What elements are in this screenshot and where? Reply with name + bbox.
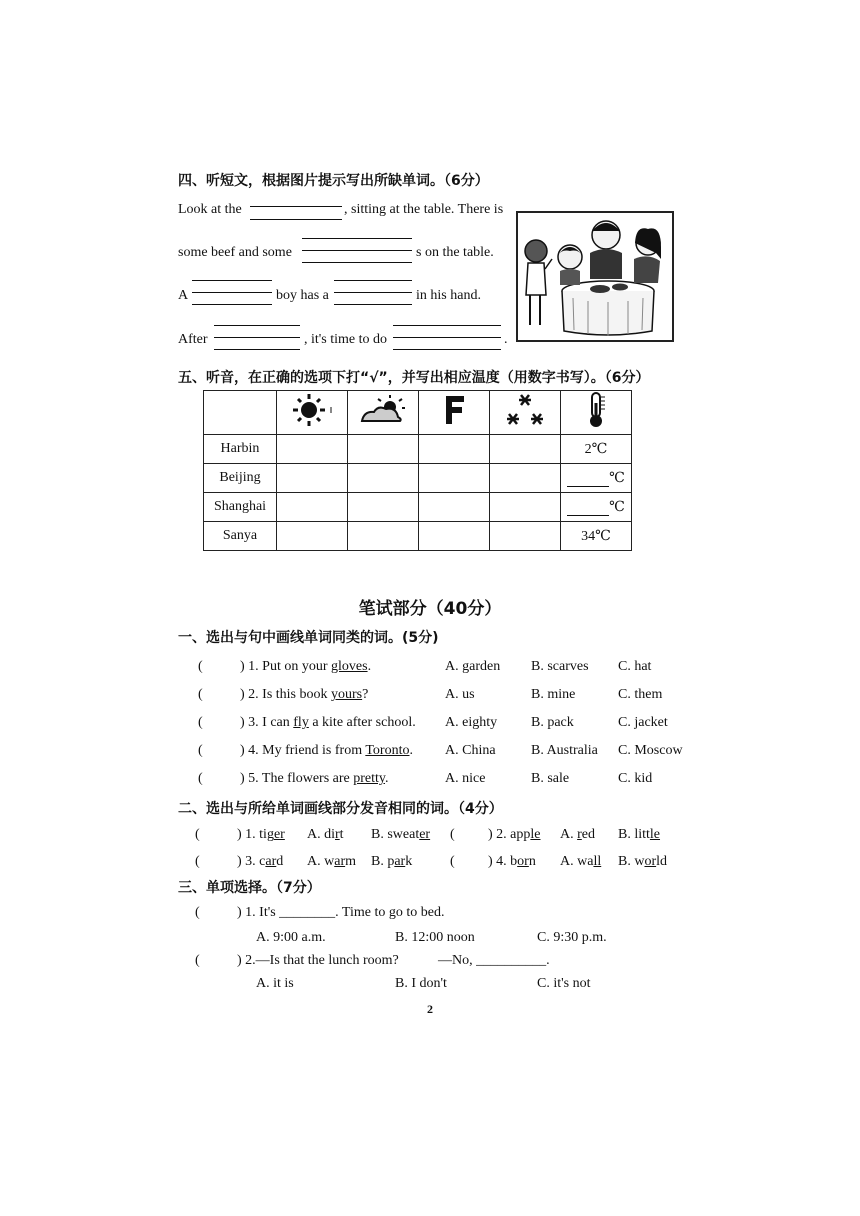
p1-option-b[interactable]: B. sale — [531, 771, 570, 786]
answer-paren[interactable]: ( — [198, 687, 203, 702]
p3-q1-text: ) 1. It's ________. Time to go to bed. — [237, 905, 445, 920]
sunny-icon — [277, 391, 348, 435]
answer-paren[interactable]: ( — [198, 715, 203, 730]
p3-q2-option-c[interactable]: C. it's not — [537, 976, 591, 991]
check-cell[interactable] — [419, 493, 490, 522]
p1-option-c[interactable]: C. them — [618, 687, 663, 702]
check-cell[interactable] — [277, 493, 348, 522]
p3-q1-option-c[interactable]: C. 9:30 p.m. — [537, 930, 607, 945]
p2-q4: ) 4. born — [488, 854, 536, 869]
answer-paren[interactable]: ( — [198, 659, 203, 674]
s4-blank-5[interactable] — [214, 323, 300, 351]
check-cell[interactable] — [419, 464, 490, 493]
p1-option-c[interactable]: C. hat — [618, 659, 652, 674]
s4-line1b: , sitting at the table. There is — [344, 202, 504, 217]
p3-q2-option-a[interactable]: A. it is — [256, 976, 294, 991]
answer-paren[interactable]: ( — [450, 827, 455, 842]
p1-option-b[interactable]: B. Australia — [531, 743, 598, 758]
answer-paren[interactable]: ( — [195, 905, 200, 920]
s4-line4a: After — [178, 332, 208, 347]
p3-q1-option-b[interactable]: B. 12:00 noon — [395, 930, 475, 945]
part-2-heading: 二、选出与所给单词画线部分发音相同的词。（4分） — [178, 801, 503, 817]
s4-line1a: Look at the — [178, 202, 242, 217]
part-3-heading: 三、单项选择。（7分） — [178, 880, 321, 896]
check-cell[interactable] — [419, 522, 490, 551]
check-cell[interactable] — [490, 464, 561, 493]
s4-line3a: A — [178, 288, 189, 303]
partly-cloudy-icon — [348, 391, 419, 435]
part-1-heading: 一、选出与句中画线单词同类的词。(5分) — [178, 630, 439, 646]
temperature-cell: 2℃ — [561, 435, 632, 464]
city-name: Shanghai — [204, 493, 277, 522]
check-cell[interactable] — [277, 464, 348, 493]
written-part-title: 笔试部分（40分） — [358, 599, 502, 619]
p1-option-b[interactable]: B. mine — [531, 687, 576, 702]
p2-q3: ) 3. card — [237, 854, 284, 869]
p1-option-c[interactable]: C. jacket — [618, 715, 668, 730]
windy-icon — [419, 391, 490, 435]
check-cell[interactable] — [348, 493, 419, 522]
check-cell[interactable] — [490, 435, 561, 464]
temperature-unit: ℃ — [609, 470, 625, 486]
s4-blank-3[interactable] — [192, 278, 272, 306]
p1-option-a[interactable]: A. eighty — [445, 715, 498, 730]
answer-paren[interactable]: ( — [450, 854, 455, 869]
city-name: Beijing — [204, 464, 277, 493]
check-cell[interactable] — [348, 435, 419, 464]
p3-q2-reply: —No, __________. — [438, 953, 550, 968]
s4-line2a: some beef and some — [178, 245, 292, 260]
p1-option-a[interactable]: A. garden — [445, 659, 501, 674]
p2-q1-option-a[interactable]: A. dirt — [307, 827, 344, 842]
check-cell[interactable] — [277, 522, 348, 551]
page-number: 2 — [427, 1002, 433, 1016]
answer-paren[interactable]: ( — [195, 953, 200, 968]
p2-q2: ) 2. apple — [488, 827, 541, 842]
check-cell[interactable] — [348, 464, 419, 493]
table-row — [204, 464, 632, 493]
s4-line2b: s on the table. — [416, 245, 494, 260]
p1-option-a[interactable]: A. China — [445, 743, 496, 758]
s4-blank-1[interactable] — [250, 200, 342, 222]
p3-q2-text: ) 2.—Is that the lunch room? — [237, 953, 399, 968]
p2-q3-option-b[interactable]: B. park — [371, 854, 413, 869]
s4-line3c: in his hand. — [416, 288, 481, 303]
check-cell[interactable] — [490, 493, 561, 522]
p2-q1: ) 1. tiger — [237, 827, 285, 842]
p2-q3-option-a[interactable]: A. warm — [307, 854, 357, 869]
check-cell[interactable] — [348, 522, 419, 551]
city-name: Sanya — [204, 522, 277, 551]
table-row — [204, 522, 632, 551]
table-row — [204, 435, 632, 464]
s4-blank-4[interactable] — [334, 278, 412, 306]
s4-blank-6[interactable] — [393, 323, 501, 351]
snowy-icon — [490, 391, 561, 435]
s4-line3b: boy has a — [276, 288, 329, 303]
family-at-table-illustration — [516, 211, 674, 342]
p1-question: ) 2. Is this book yours? — [240, 687, 369, 702]
p2-q2-option-a[interactable]: A. red — [560, 827, 596, 842]
check-cell[interactable] — [277, 435, 348, 464]
answer-paren[interactable]: ( — [198, 743, 203, 758]
check-cell[interactable] — [419, 435, 490, 464]
temperature-cell[interactable] — [561, 464, 632, 493]
weather-table — [203, 390, 632, 551]
p1-option-b[interactable]: B. scarves — [531, 659, 589, 674]
section-5-heading: 五、听音，在正确的选项下打“√”，并写出相应温度（用数字书写）。（6分） — [178, 370, 650, 386]
p1-question: ) 4. My friend is from Toronto. — [240, 743, 413, 758]
answer-paren[interactable]: ( — [198, 771, 203, 786]
check-cell[interactable] — [490, 522, 561, 551]
s4-blank-2[interactable] — [302, 236, 412, 264]
p1-option-a[interactable]: A. nice — [445, 771, 486, 786]
p1-question: ) 5. The flowers are pretty. — [240, 771, 389, 786]
p2-q1-option-b[interactable]: B. sweater — [371, 827, 431, 842]
p1-option-c[interactable]: C. kid — [618, 771, 653, 786]
p2-q4-option-b[interactable]: B. world — [618, 854, 668, 869]
s4-line4c: . — [504, 332, 508, 347]
temperature-cell: 34℃ — [561, 522, 632, 551]
table-row — [204, 493, 632, 522]
city-name: Harbin — [204, 435, 277, 464]
s4-line4b: , it's time to do — [304, 332, 388, 347]
p3-q2-option-b[interactable]: B. I don't — [395, 976, 447, 991]
answer-paren[interactable]: ( — [195, 827, 200, 842]
p1-question: ) 1. Put on your gloves. — [240, 659, 372, 674]
p2-q2-option-b[interactable]: B. little — [618, 827, 661, 842]
p1-option-c[interactable]: C. Moscow — [618, 743, 683, 758]
section-4-heading: 四、听短文，根据图片提示写出所缺单词。（6分） — [178, 173, 489, 189]
p1-option-a[interactable]: A. us — [445, 687, 475, 702]
p2-q4-option-a[interactable]: A. wall — [560, 854, 602, 869]
temperature-cell[interactable] — [561, 493, 632, 522]
temperature-unit: ℃ — [609, 499, 625, 515]
p3-q1-option-a[interactable]: A. 9:00 a.m. — [256, 930, 326, 945]
answer-paren[interactable]: ( — [195, 854, 200, 869]
thermometer-icon — [561, 391, 632, 435]
p1-option-b[interactable]: B. pack — [531, 715, 574, 730]
p1-question: ) 3. I can fly a kite after school. — [240, 715, 416, 730]
